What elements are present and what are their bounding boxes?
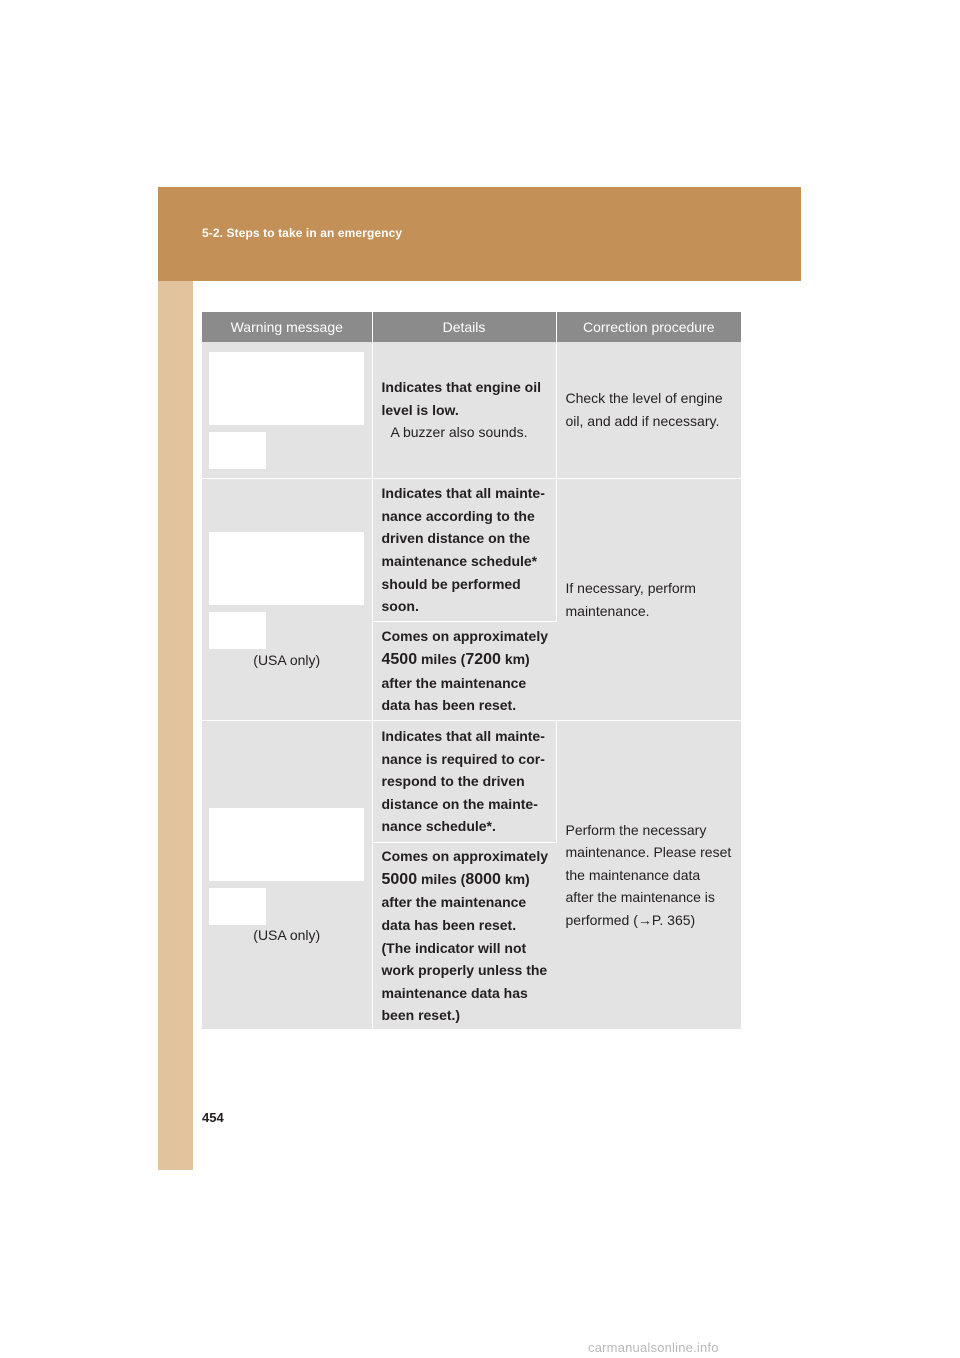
details-note: A buzzer also sounds. — [390, 424, 528, 441]
warning-message-cell — [202, 479, 372, 721]
correction-text: Check the level of engine — [565, 390, 723, 407]
section-title: 5-2. Steps to take in an emergency — [202, 226, 403, 240]
correction-text: If necessary, perform — [565, 579, 696, 596]
warning-display-panel — [209, 532, 364, 605]
correction-cell — [556, 342, 741, 479]
details-text: work properly unless the — [381, 962, 548, 979]
warning-display-panel — [209, 808, 364, 881]
details-text: nance according to the — [381, 507, 535, 524]
details-text: after the maintenance — [381, 674, 527, 691]
details-text: Indicates that all mainte- — [381, 728, 545, 745]
warning-icon-panel — [209, 432, 266, 469]
column-header-details: Details — [372, 312, 556, 342]
correction-cell — [556, 721, 741, 1030]
details-text: level is low. — [381, 401, 459, 418]
warning-table — [202, 312, 741, 1030]
warning-icon-panel — [209, 612, 266, 649]
correction-text: performed (→P. 365) — [565, 911, 696, 928]
table-header-row — [202, 312, 741, 342]
distance-miles: 5000 — [381, 870, 418, 888]
column-header-warning-message: Warning message — [202, 312, 372, 342]
distance-km: 8000 — [465, 870, 501, 888]
region-label: (USA only) — [253, 927, 321, 943]
details-distance — [382, 868, 551, 892]
distance-unit: km) — [500, 650, 530, 667]
correction-text: Perform the necessary — [565, 821, 707, 838]
side-strip — [158, 187, 193, 1170]
warning-icon-panel — [209, 888, 266, 925]
correction-text: after the maintenance is — [565, 889, 715, 906]
details-text: maintenance data has — [381, 984, 528, 1001]
details-text: (The indicator will not — [381, 939, 527, 956]
details-text: Indicates that engine oil — [381, 379, 541, 396]
watermark[interactable]: carmanualsonline.info — [588, 1340, 719, 1355]
details-text: soon. — [381, 598, 419, 615]
details-text: respond to the driven — [381, 773, 525, 790]
details-cell — [372, 721, 556, 843]
details-text: data has been reset. — [381, 697, 517, 714]
details-text: been reset.) — [381, 1007, 461, 1024]
warning-message-cell — [202, 721, 372, 1030]
table-row — [202, 721, 741, 843]
distance-km: 7200 — [465, 650, 501, 668]
region-label: (USA only) — [253, 652, 321, 668]
correction-text: maintenance. — [565, 602, 650, 619]
details-text: should be performed — [381, 575, 521, 592]
details-distance — [382, 648, 551, 672]
distance-unit: miles ( — [417, 650, 466, 667]
details-text: Comes on approximately — [381, 628, 548, 645]
details-text: distance on the mainte- — [381, 795, 538, 812]
details-text: driven distance on the — [381, 530, 531, 547]
distance-unit: km) — [500, 870, 530, 887]
details-cell — [372, 479, 556, 622]
details-text: Indicates that all mainte- — [381, 485, 545, 502]
warning-message-cell — [202, 342, 372, 479]
table-row — [202, 342, 741, 479]
correction-text: oil, and add if necessary. — [565, 413, 720, 429]
details-cell — [372, 342, 556, 479]
distance-unit: miles ( — [417, 870, 466, 887]
details-cell — [372, 622, 556, 721]
warning-display-panel — [209, 352, 364, 425]
table-row — [202, 479, 741, 622]
details-cell — [372, 843, 556, 1030]
distance-miles: 4500 — [381, 650, 418, 668]
details-text: nance schedule*. — [381, 818, 496, 835]
details-text: maintenance schedule* — [381, 553, 538, 569]
page-number: 454 — [202, 1110, 224, 1125]
details-text: nance is required to cor- — [381, 750, 545, 767]
correction-text: the maintenance data — [565, 866, 701, 883]
correction-cell — [556, 479, 741, 721]
details-text: data has been reset. — [381, 916, 517, 933]
details-text: Comes on approximately — [381, 848, 548, 865]
details-text: after the maintenance — [381, 894, 527, 911]
column-header-correction-procedure: Correction procedure — [556, 312, 741, 342]
correction-text: maintenance. Please reset — [565, 844, 732, 861]
